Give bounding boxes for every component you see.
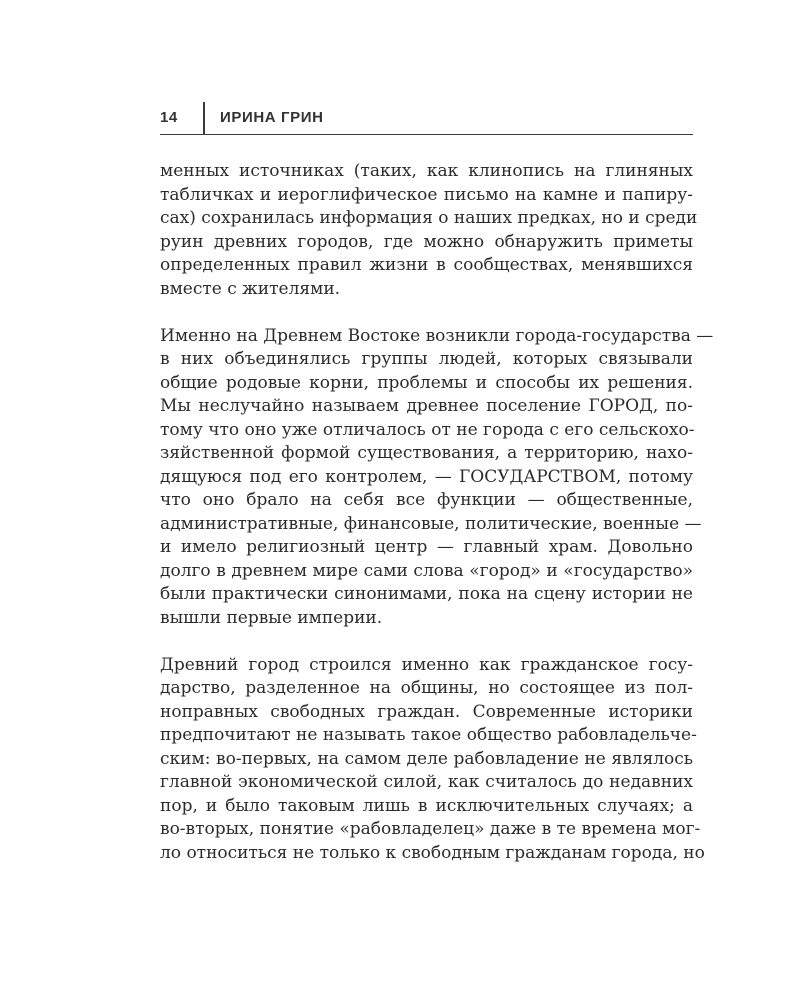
text-line: вышли первые империи. (160, 607, 383, 628)
text-line: определенных правил жизни в сообществах, менявшихся (160, 255, 693, 275)
text-line: тому что оно уже отличалось от не города с его сельскохо- (160, 419, 695, 440)
author-name: ИРИНА ГРИН (220, 109, 324, 126)
text-line: во-вторых, понятие «рабовладелец» даже в те времена мог- (160, 819, 701, 839)
text-line: административные, финансовые, политические, военные — (160, 513, 702, 534)
text-line: ло относиться не только к свободным гражданам города, но (160, 842, 705, 863)
text-line: дящуюся под его контролем, — ГОСУДАРСТВОМ, потому (160, 466, 693, 487)
text-line: ноправных свободных граждан. Современные историки (160, 701, 693, 722)
text-line: зяйственной формой существования, а территорию, нахо- (160, 443, 693, 463)
text-line: и имело религиозный центр — главный храм. Довольно (160, 537, 693, 557)
body-text (160, 160, 714, 889)
text-line: в них объединялись группы людей, которых связывали (160, 349, 693, 369)
text-line: Именно на Древнем Востоке возникли города-государства — (160, 325, 714, 346)
paragraph-1 (160, 160, 698, 301)
running-head (160, 102, 693, 135)
text-line: общие родовые корни, проблемы и способы их решения. (160, 372, 693, 393)
text-line: главной экономической силой, как считалось до недавних (160, 772, 693, 792)
text-line: табличках и иероглифическое письмо на камне и папиру- (160, 184, 693, 205)
text-line: Древний город строился именно как гражданское госу- (160, 654, 693, 675)
text-line: ским: во-первых, на самом деле рабовладение не являлось (160, 748, 693, 769)
text-line: дарство, разделенное на общины, но состоящее из пол- (160, 678, 693, 698)
paragraph-2 (160, 325, 714, 631)
text-line: Мы неслучайно называем древнее поселение ГОРОД, по- (160, 396, 693, 416)
text-line: долго в древнем мире сами слова «город» и «государство» (160, 560, 693, 581)
paragraph-3 (160, 654, 705, 866)
text-line: что оно брало на себя все функции — общественные, (160, 490, 693, 510)
text-line: были практически синонимами, пока на сцену истории не (160, 584, 693, 604)
header-divider (203, 102, 205, 135)
page-number: 14 (160, 109, 178, 126)
text-line: вместе с жителями. (160, 278, 341, 299)
text-line: руин древних городов, где можно обнаружить приметы (160, 231, 693, 252)
text-line: пор, и было таковым лишь в исключительных случаях; а (160, 795, 693, 816)
text-line: менных источниках (таких, как клинопись на глиняных (160, 161, 693, 181)
text-line: предпочитают не называть такое общество рабовладельче- (160, 725, 697, 745)
text-line: сах) сохранилась информация о наших предках, но и среди (160, 208, 698, 228)
